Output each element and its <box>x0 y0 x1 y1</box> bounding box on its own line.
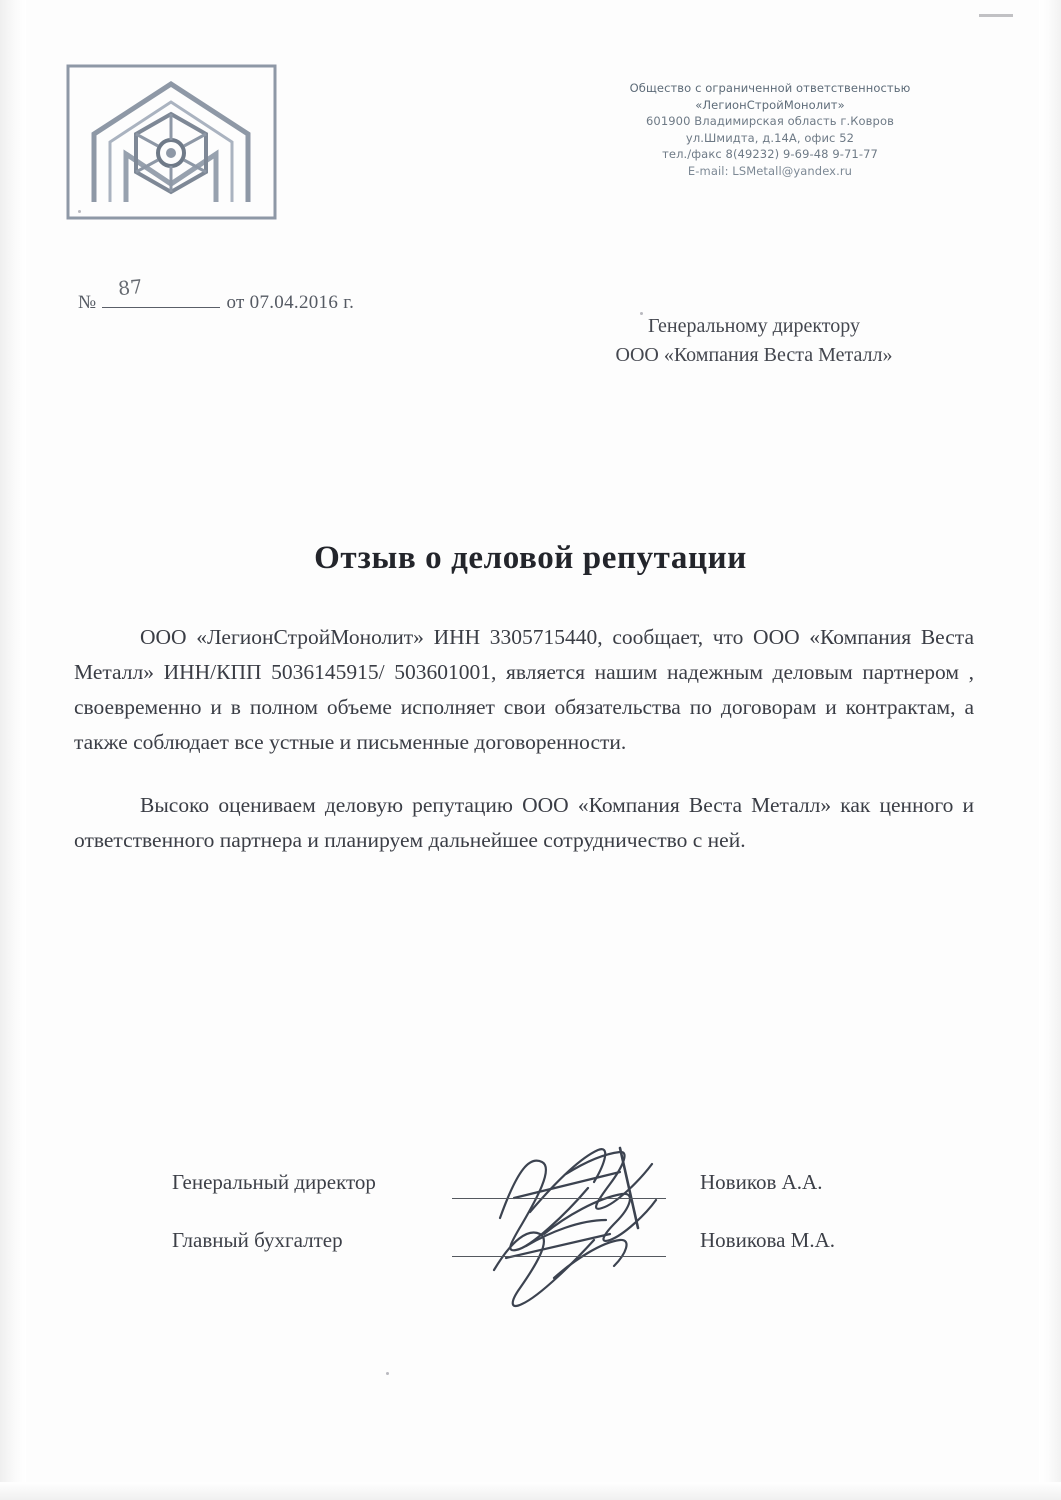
letterhead-line-2: «ЛегионСтройМонолит» <box>695 97 845 112</box>
scan-corner-mark <box>979 14 1013 17</box>
addressee-block <box>539 312 969 370</box>
signature-row-director <box>0 1170 1061 1228</box>
signature-row-accountant <box>0 1228 1061 1286</box>
signature-line-director <box>452 1198 666 1199</box>
letterhead-line-1: Общество с ограниченной ответственностью <box>629 81 911 95</box>
document-title: Отзыв о деловой репутации <box>314 540 747 576</box>
reference-line <box>78 275 498 314</box>
signature-role-accountant: Главный бухгалтер <box>172 1228 343 1252</box>
reference-number-label: № <box>78 292 97 313</box>
signature-name-accountant: Новикова М.А. <box>700 1228 836 1252</box>
scan-edge-bottom <box>0 1482 1061 1500</box>
letterhead-line-4: ул.Шмидта, д.14А, офис 52 <box>685 130 855 145</box>
signature-line-accountant <box>452 1256 666 1257</box>
letterhead-email: E-mail: LSMetall@yandex.ru <box>687 163 853 178</box>
signature-role-director: Генеральный директор <box>172 1170 376 1194</box>
scan-speck-1 <box>386 1372 389 1375</box>
signature-name-director: Новиков А.А. <box>700 1170 823 1194</box>
reference-number-value: 87 <box>117 275 145 301</box>
letterhead-block <box>560 80 980 179</box>
signature-block <box>0 1170 1061 1286</box>
scan-speck-2 <box>640 312 643 315</box>
addressee-line-1: Генеральному директору <box>647 315 861 337</box>
body-paragraph-1: ООО «ЛегионСтройМонолит» ИНН 3305715440, сообщает, что ООО «Компания Веста Металл» ИНН/КПП 5036145915/ 503601001, является нашим надежным деловым партнером , своевременно и в полном объеме исполняет свои обязательства по договорам и контрактам, а также соблюдает все устные и письменные договоренности. <box>74 625 974 754</box>
reference-number-blank <box>102 275 220 308</box>
document-body <box>74 620 974 886</box>
reference-date-prefix: от <box>226 292 245 313</box>
company-logo-icon <box>64 62 279 222</box>
letterhead-line-5: тел./факс 8(49232) 9-69-48 9-71-77 <box>662 147 878 161</box>
reference-date-value: 07.04.2016 г. <box>249 292 355 313</box>
body-paragraph-2: Высоко оцениваем деловую репутацию ООО «Компания Веста Металл» как ценного и ответственного партнера и планируем дальнейшее сотрудничество с ней. <box>74 793 974 852</box>
letterhead-line-3: 601900 Владимирская область г.Ковров <box>646 114 894 128</box>
addressee-line-2: ООО «Компания Веста Металл» <box>615 344 893 366</box>
